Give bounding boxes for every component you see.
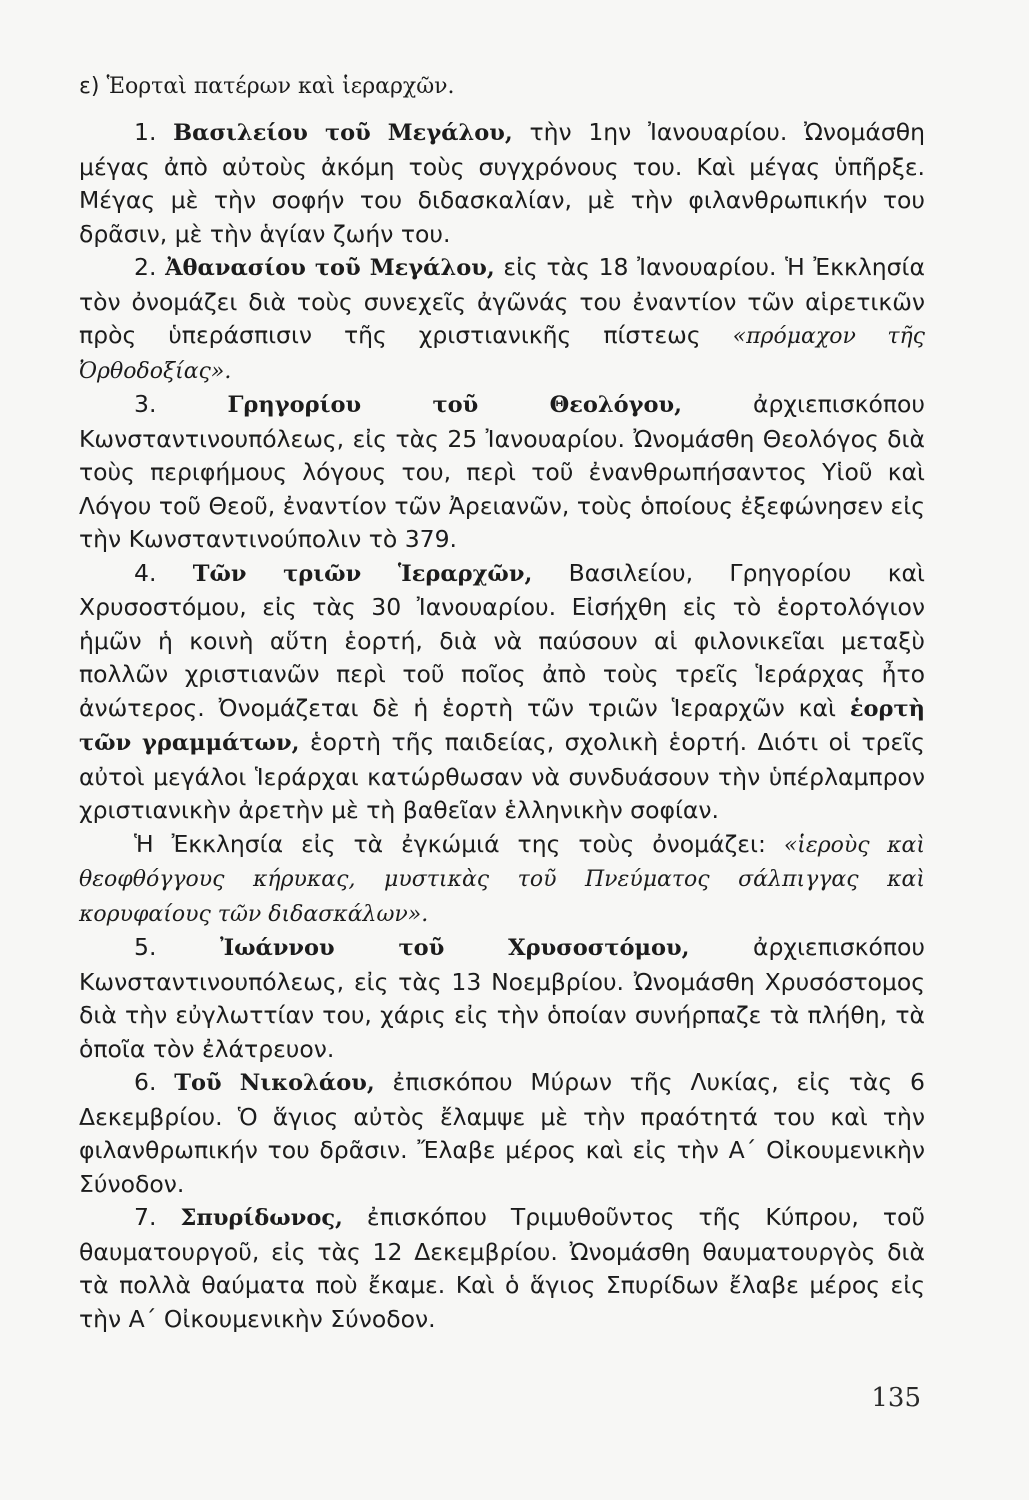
entry-name: Τοῦ Νικολάου, bbox=[174, 1070, 375, 1096]
entry-text: ἐπισκόπου Τριμυθοῦντος τῆς Κύπρου, τοῦ θαυματουργοῦ, εἰς τὰς 12 Δεκεμβρίου. Ὠνομάσθη θαυματουργὸς διὰ τὰ πολλὰ θαύματα ποὺ ἔκαμε. Καὶ ὁ ἅγιος Σπυρίδων ἔλαβε μέρος εἰς τὴν Α΄ Οἰκουμενικὴν Σύνοδον. bbox=[79, 1203, 925, 1333]
entry-number: 5. bbox=[134, 933, 157, 961]
page-body bbox=[79, 70, 925, 1336]
entry-text: Ἡ Ἐκκλησία εἰς τὰ ἐγκώμιά της τοὺς ὀνομάζει: bbox=[134, 829, 766, 858]
section-heading bbox=[79, 70, 925, 104]
entry-number: 3. bbox=[134, 390, 157, 418]
entry-text: ἀρχιεπισκόπου Κωνσταντινουπόλεως, εἰς τὰς 13 Νοεμβρίου. Ὠνομάσθη Χρυσόστομος διὰ τὴν εὐγλωττίαν του, χάρις εἰς τὴν ὁποίαν συνήρπαζε τὰ πλήθη, τὰ ὁποῖα τὸν ἐλάτρευον. bbox=[79, 933, 925, 1063]
entry-name: Ἰωάννου τοῦ Χρυσοστόμου, bbox=[219, 935, 690, 961]
entry-quote: «ἱεροὺς καὶ θεοφθόγγους κήρυκας, μυστικὰς τοῦ Πνεύματος σάλπιγγας καὶ κορυφαίους τῶν διδασκάλων». bbox=[79, 832, 925, 927]
entry-number: 6. bbox=[134, 1068, 157, 1096]
entry-name: Σπυρίδωνος, bbox=[180, 1205, 343, 1231]
entry-7 bbox=[79, 1201, 925, 1336]
entry-text: ἀρχιεπισκόπου Κωνσταντινουπόλεως, εἰς τὰς 25 Ἰανουαρίου. Ὠνομάσθη Θεολόγος διὰ τοὺς περιφήμους λόγους του, περὶ τοῦ ἐνανθρωπήσαντος Υἱοῦ καὶ Λόγου τοῦ Θεοῦ, ἐναντίον τῶν Ἀρειανῶν, τοὺς ὁποίους ἐξεφώνησεν εἰς τὴν Κωνσταντινούπολιν τὸ 379. bbox=[79, 390, 925, 553]
section-title: Ἑορταὶ πατέρων καὶ ἱεραρχῶν. bbox=[106, 74, 455, 99]
entry-number: 4. bbox=[134, 558, 157, 587]
entry-number: 2. bbox=[134, 253, 157, 281]
entry-4 bbox=[79, 557, 925, 828]
entry-name: Τῶν τριῶν Ἱεραρχῶν, bbox=[192, 560, 533, 587]
section-label: ε) bbox=[79, 74, 100, 99]
entry-number: 7. bbox=[134, 1203, 157, 1231]
entry-number: 1. bbox=[134, 118, 157, 146]
entry-emphasis: ἑορτὴ τῶν γραμμάτων, bbox=[79, 695, 925, 756]
entry-text-continued: ἑορτὴ τῆς παιδείας, σχολικὴ ἑορτή. Διότι οἱ τρεῖς αὐτοὶ μεγάλοι Ἱεράρχαι κατώρθωσαν νὰ συνδυάσουν τὴν ὑπέρλαμπρον χριστιανικὴν ἀρετὴν μὲ τὴ βαθεῖαν ἑλληνικὴν σοφίαν. bbox=[79, 728, 925, 824]
entry-name: Βασιλείου τοῦ Μεγάλου, bbox=[173, 120, 513, 146]
entry-text: τὴν 1ην Ἰανουαρίου. Ὠνομάσθη μέγας ἀπὸ αὐτοὺς ἀκόμη τοὺς συγχρόνους του. Καὶ μέγας ὑπῆρξε. Μέγας μὲ τὴν σοφήν του διδασκαλίαν, μὲ τὴν φιλανθρωπικήν του δρᾶσιν, μὲ τὴν ἁγίαν ζωήν του. bbox=[79, 118, 925, 248]
entry-name: Ἀθανασίου τοῦ Μεγάλου, bbox=[165, 255, 495, 281]
entry-name: Γρηγορίου τοῦ Θεολόγου, bbox=[227, 392, 682, 418]
entry-4-paragraph-2 bbox=[79, 828, 925, 932]
entry-3 bbox=[79, 388, 925, 557]
entry-text: εἰς τὰς 18 Ἰανουαρίου. Ἡ Ἐκκλησία τὸν ὀνομάζει διὰ τοὺς συνεχεῖς ἀγῶνάς του ἐναντίον τῶν αἱρετικῶν πρὸς ὑπεράσπισιν τῆς χριστιανικῆς πίστεως bbox=[79, 253, 925, 349]
entry-quote: «πρόμαχον τῆς Ὀρθοδοξίας». bbox=[79, 324, 925, 384]
entry-6 bbox=[79, 1066, 925, 1201]
entry-2 bbox=[79, 251, 925, 388]
page-number: 135 bbox=[871, 1383, 921, 1413]
entry-5 bbox=[79, 931, 925, 1066]
entry-1 bbox=[79, 116, 925, 251]
entry-text: Βασιλείου, Γρηγορίου καὶ Χρυσοστόμου, εἰς τὰς 30 Ἰανουαρίου. Εἰσήχθη εἰς τὸ ἑορτολόγιον ἡμῶν ἡ κοινὴ αὕτη ἑορτή, διὰ νὰ παύσουν αἱ φιλονικεῖαι μεταξὺ πολλῶν χριστιανῶν περὶ τοῦ ποῖος ἀπὸ τοὺς τρεῖς Ἱεράρχας ἦτο ἀνώτερος. Ὀνομάζεται δὲ ἡ ἑορτὴ τῶν τριῶν Ἱεραρχῶν καὶ bbox=[79, 558, 925, 722]
entry-text: ἐπισκόπου Μύρων τῆς Λυκίας, εἰς τὰς 6 Δεκεμβρίου. Ὁ ἅγιος αὐτὸς ἔλαμψε μὲ τὴν πραότητά του καὶ τὴν φιλανθρωπικήν του δρᾶσιν. Ἔλαβε μέρος καὶ εἰς τὴν Α΄ Οἰκουμενικὴν Σύνοδον. bbox=[79, 1068, 925, 1198]
